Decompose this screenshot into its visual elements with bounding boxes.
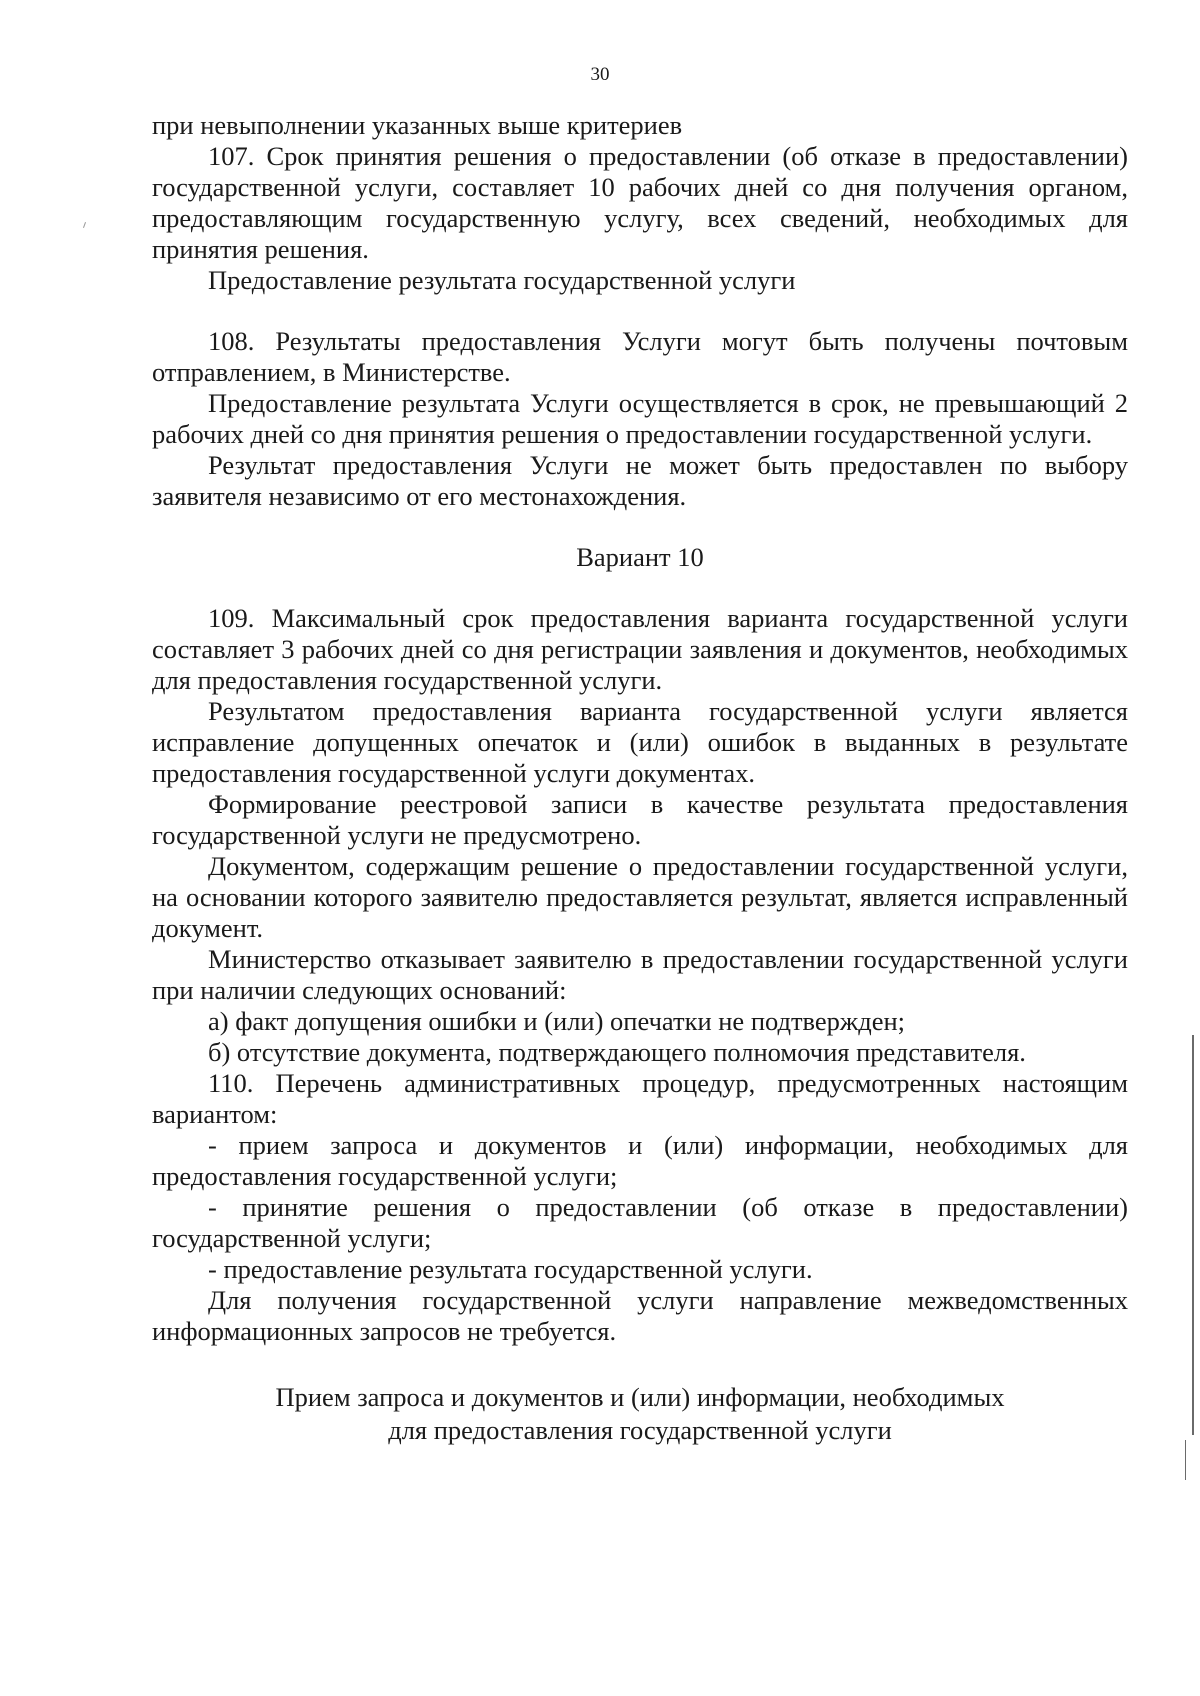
paragraph: Министерство отказывает заявителю в предоставлении государственной услуги при наличии следующих оснований: [152,944,1128,1005]
subheading-result: Предоставление результата государственной услуги [208,265,796,295]
section-heading [152,1381,1128,1447]
list-item: б) отсутствие документа, подтверждающего полномочия представителя. [208,1037,1026,1067]
paragraph: Предоставление результата Услуги осуществляется в срок, не превышающий 2 рабочих дней со дня принятия решения о предоставлении государственной услуги. [152,388,1128,449]
paragraph-107: 107. Срок принятия решения о предоставлении (об отказе в предоставлении) государственной услуги, составляет 10 рабочих дней со дня получения органом, предоставляющим государственную услугу, всех сведений, необходимых для принятия решения. [152,141,1128,264]
paragraph: Формирование реестровой записи в качестве результата предоставления государственной услуги не предусмотрено. [152,789,1128,850]
section-heading-line1: Прием запроса и документов и (или) информации, необходимых [275,1382,1005,1412]
list-item: - предоставление результата государственной услуги. [208,1254,813,1284]
paragraph-109: 109. Максимальный срок предоставления варианта государственной услуги составляет 3 рабочих дней со дня регистрации заявления и документов, необходимых для предоставления государственной услуги. [152,603,1128,695]
scan-margin-mark [1192,1035,1194,1435]
paragraph: Документом, содержащим решение о предоставлении государственной услуги, на основании которого заявителю предоставляется результат, является исправленный документ. [152,851,1128,943]
section-heading-line2: для предоставления государственной услуги [388,1415,892,1445]
scan-margin-mark [1185,1440,1186,1480]
list-item: - прием запроса и документов и (или) информации, необходимых для предоставления государственной услуги; [152,1130,1128,1191]
list-item: а) факт допущения ошибки и (или) опечатки не подтвержден; [208,1006,906,1036]
paragraph: Для получения государственной услуги направление межведомственных информационных запросов не требуется. [152,1285,1128,1346]
scan-artifact [83,222,86,228]
page-number: 30 [590,64,610,85]
document-body [152,110,1128,1447]
paragraph: при невыполнении указанных выше критериев [152,110,683,140]
list-item: - принятие решения о предоставлении (об отказе в предоставлении) государственной услуги; [152,1192,1128,1253]
paragraph: Результат предоставления Услуги не может быть предоставлен по выбору заявителя независимо от его местонахождения. [152,450,1128,511]
paragraph-110: 110. Перечень административных процедур, предусмотренных настоящим вариантом: [152,1068,1128,1129]
paragraph-108: 108. Результаты предоставления Услуги могут быть получены почтовым отправлением, в Министерстве. [152,326,1128,387]
paragraph: Результатом предоставления варианта государственной услуги является исправление допущенных опечаток и (или) ошибок в выданных в результате предоставления государственной услуги документах. [152,696,1128,788]
variant-heading: Вариант 10 [576,542,704,572]
